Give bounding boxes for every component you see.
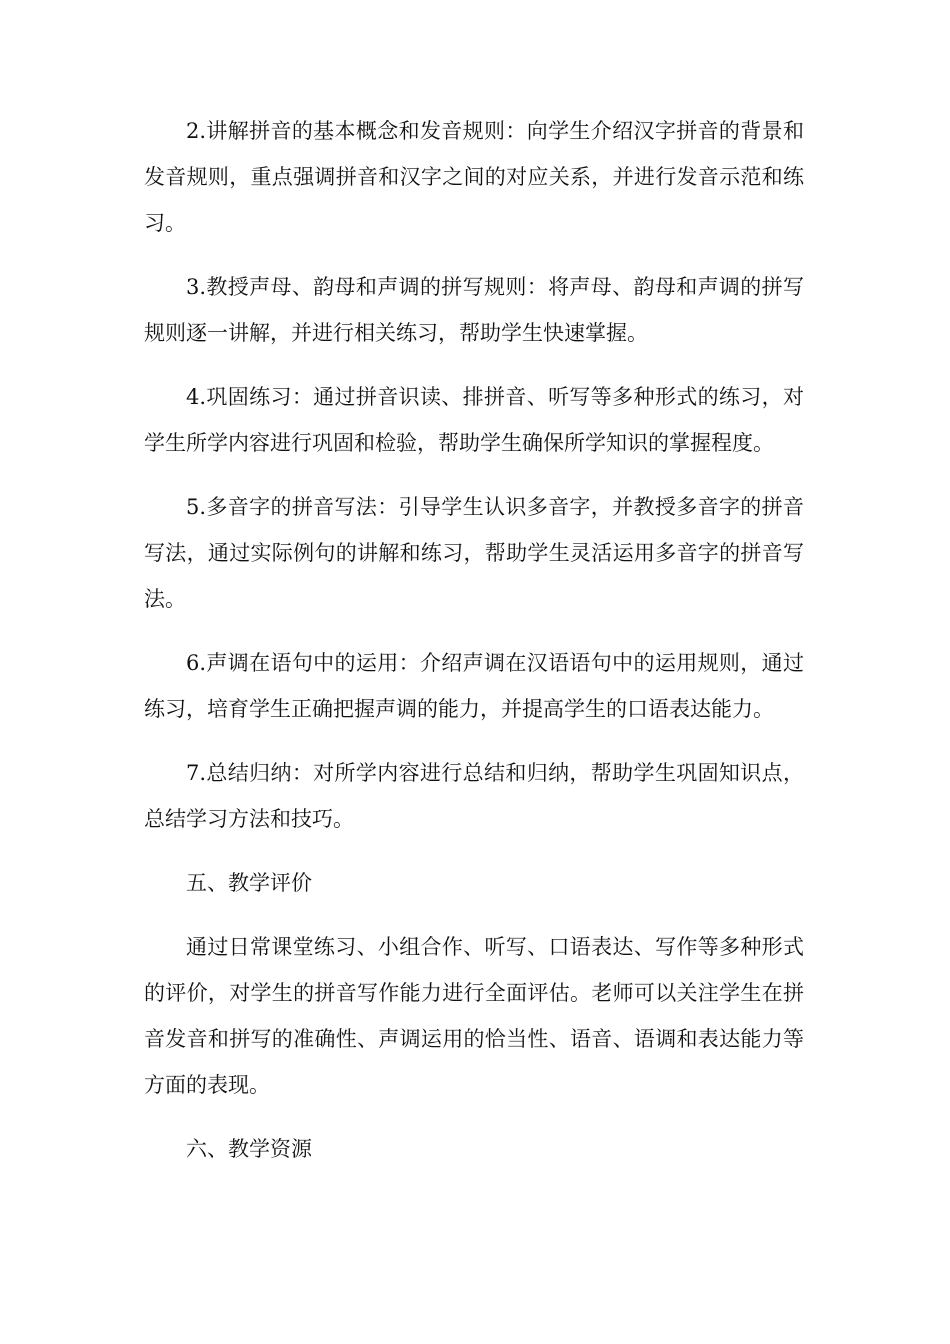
section-heading-evaluation: 五、教学评价 — [186, 871, 312, 895]
paragraph-evaluation: 通过日常课堂练习、小组合作、听写、口语表达、写作等多种形式的评价，对学生的拼音写作能力进行全面评估。老师可以关注学生在拼音发音和拼写的准确性、声调运用的恰当性、语音、语调和表达能力等方面的表现。 — [144, 935, 804, 1097]
document-page — [144, 108, 804, 1190]
section-heading-resources: 六、教学资源 — [186, 1137, 312, 1161]
paragraph-step-4: 4.巩固练习：通过拼音识读、排拼音、听写等多种形式的练习，对学生所学内容进行巩固和检验，帮助学生确保所学知识的掌握程度。 — [144, 385, 804, 455]
paragraph-step-6: 6.声调在语句中的运用：介绍声调在汉语语句中的运用规则，通过练习，培育学生正确把握声调的能力，并提高学生的口语表达能力。 — [144, 651, 804, 721]
paragraph-step-3: 3.教授声母、韵母和声调的拼写规则：将声母、韵母和声调的拼写规则逐一讲解，并进行相关练习，帮助学生快速掌握。 — [144, 275, 804, 345]
paragraph-step-2: 2.讲解拼音的基本概念和发音规则：向学生介绍汉字拼音的背景和发音规则，重点强调拼音和汉字之间的对应关系，并进行发音示范和练习。 — [144, 119, 804, 235]
paragraph-step-5: 5.多音字的拼音写法：引导学生认识多音字，并教授多音字的拼音写法，通过实际例句的讲解和练习，帮助学生灵活运用多音字的拼音写法。 — [144, 495, 804, 611]
paragraph-step-7: 7.总结归纳：对所学内容进行总结和归纳，帮助学生巩固知识点，总结学习方法和技巧。 — [144, 761, 804, 831]
